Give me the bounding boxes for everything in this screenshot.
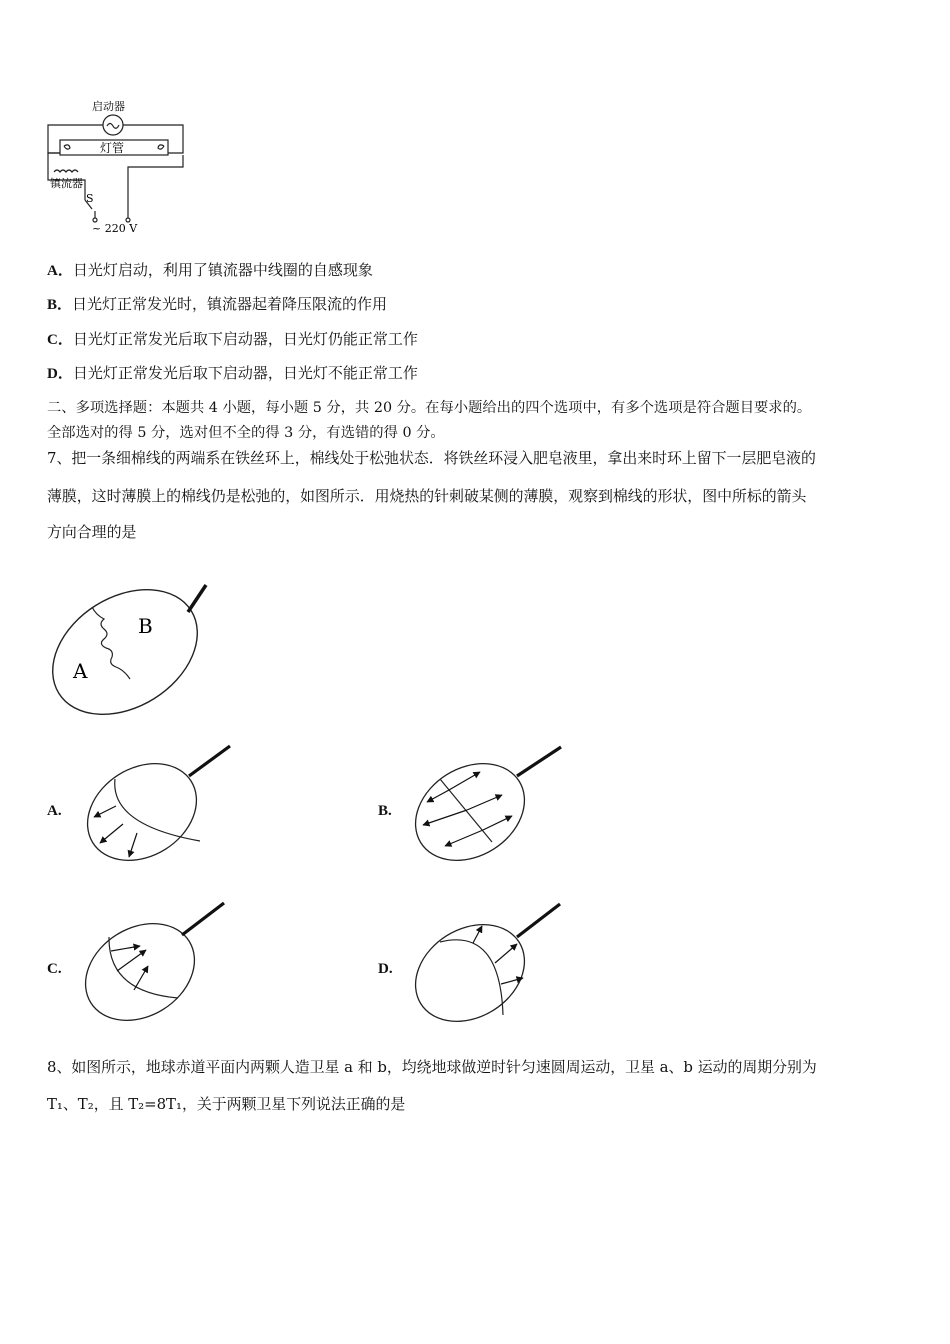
region-a-label: A — [73, 659, 88, 683]
q7-text-line2: 薄膜，这时薄膜上的棉线仍是松弛的，如图所示．用烧热的针刺破某侧的薄膜，观察到棉线的形状，图中所标的箭头 — [47, 487, 807, 505]
option-letter: C． — [47, 332, 73, 348]
switch-label: S — [86, 192, 94, 205]
option-text: 日光灯启动，利用了镇流器中线圈的自感现象 — [72, 261, 373, 279]
voltage-label: ~ 220 V — [92, 222, 138, 235]
q6-option-a — [47, 260, 373, 281]
q6-option-c — [47, 329, 418, 350]
section-heading-line2: 全部选对的得 5 分，选对但不全的得 3 分，有选错的得 0 分。 — [47, 425, 445, 441]
q7-text-line1: 7、把一条细棉线的两端系在铁丝环上，棉线处于松弛状态．将铁丝环浸入肥皂液里，拿出来时环上留下一层肥皂液的 — [47, 449, 816, 467]
q7-option-d-label: D. — [378, 961, 393, 977]
tube-label: 灯管 — [100, 141, 125, 155]
q8-text-line1: 8、如图所示，地球赤道平面内两颗人造卫星 a 和 b，均绕地球做逆时针匀速圆周运动，卫星 a、b 运动的周期分别为 — [47, 1058, 817, 1076]
soap-film-ring-figure — [40, 580, 210, 710]
q6-option-b — [47, 294, 387, 315]
q6-option-d — [47, 363, 418, 384]
q7-option-b-label: B. — [378, 803, 392, 819]
q7-option-c-label: C. — [47, 961, 62, 977]
option-a-figure — [80, 740, 240, 865]
option-c-figure — [78, 897, 238, 1022]
q8-text-line2: T₁、T₂，且 T₂=8T₁，关于两颗卫星下列说法正确的是 — [47, 1095, 406, 1113]
option-b-figure — [405, 740, 565, 865]
option-letter: A． — [47, 263, 73, 279]
region-b-label: B — [138, 614, 153, 638]
option-d-figure — [405, 897, 565, 1022]
section-heading-line1: 二、多项选择题：本题共 4 小题，每小题 5 分，共 20 分。在每小题给出的四个选项中，有多个选项是符合题目要求的。 — [47, 400, 812, 416]
option-letter: B． — [47, 297, 73, 313]
fluorescent-lamp-circuit-diagram — [40, 95, 190, 235]
ballast-label: 镇流器 — [50, 177, 83, 190]
option-text: 日光灯正常发光后取下启动器，日光灯仍能正常工作 — [72, 330, 418, 348]
starter-label: 启动器 — [92, 100, 125, 113]
option-text: 日光灯正常发光后取下启动器，日光灯不能正常工作 — [72, 364, 418, 382]
q7-text-line3: 方向合理的是 — [47, 523, 137, 541]
q7-option-a-label: A. — [47, 803, 62, 819]
option-letter: D． — [47, 366, 73, 382]
option-text: 日光灯正常发光时，镇流器起着降压限流的作用 — [72, 295, 388, 313]
